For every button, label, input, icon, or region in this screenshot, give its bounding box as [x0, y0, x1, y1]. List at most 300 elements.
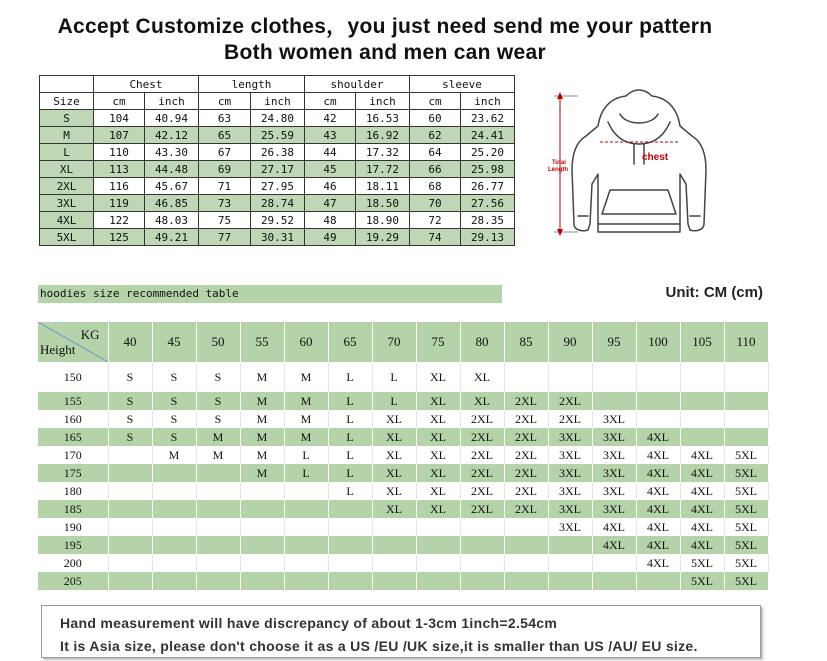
measure-cell: 42.12 — [145, 127, 199, 144]
size-recommendation-cell — [680, 362, 724, 392]
measure-cell: 27.95 — [251, 178, 305, 195]
measure-cell: 77 — [199, 229, 251, 246]
table-row — [40, 229, 515, 246]
table-row — [38, 482, 768, 500]
size-recommendation-cell: 3XL — [592, 482, 636, 500]
note-line-1: Hand measurement will have discrepancy of about 1-3cm 1inch=2.54cm — [60, 615, 558, 631]
size-recommendation-cell — [592, 362, 636, 392]
size-recommendation-cell — [328, 554, 372, 572]
size-recommendation-cell: XL — [416, 500, 460, 518]
measure-cell: 18.11 — [356, 178, 410, 195]
height-cell: 170 — [38, 446, 108, 464]
weight-header: 85 — [504, 322, 548, 362]
size-recommendation-cell — [548, 536, 592, 554]
size-recommendation-cell — [724, 410, 768, 428]
weight-header: 45 — [152, 322, 196, 362]
size-recommendation-cell — [592, 572, 636, 590]
size-recommendation-cell: 3XL — [592, 464, 636, 482]
size-recommendation-cell — [680, 392, 724, 410]
size-recommendation-cell — [504, 536, 548, 554]
recommend-table — [38, 322, 769, 590]
measure-cell: 69 — [199, 161, 251, 178]
table-row — [38, 554, 768, 572]
measure-cell: 25.59 — [251, 127, 305, 144]
size-recommendation-cell — [152, 572, 196, 590]
header-line-1: Accept Customize clothes，you just need send me your pattern — [57, 15, 713, 38]
measure-cell: 16.53 — [356, 110, 410, 127]
size-recommendation-cell — [504, 572, 548, 590]
measure-cell: 44.48 — [145, 161, 199, 178]
size-recommendation-cell — [724, 428, 768, 446]
weight-header: 105 — [680, 322, 724, 362]
weight-header: 75 — [416, 322, 460, 362]
size-recommendation-cell: 2XL — [504, 464, 548, 482]
size-recommendation-cell: S — [196, 410, 240, 428]
size-recommendation-cell — [108, 446, 152, 464]
size-recommendation-cell: 4XL — [680, 446, 724, 464]
size-recommendation-cell: 2XL — [504, 446, 548, 464]
table-row — [40, 127, 515, 144]
size-recommendation-cell — [240, 482, 284, 500]
size-recommendation-cell: 2XL — [548, 410, 592, 428]
height-cell: 185 — [38, 500, 108, 518]
measure-cell: 27.17 — [251, 161, 305, 178]
measure-cell: 110 — [94, 144, 145, 161]
measure-cell: 40.94 — [145, 110, 199, 127]
height-cell: 150 — [38, 362, 108, 392]
size-cell: 2XL — [40, 178, 94, 195]
size-recommendation-cell — [680, 428, 724, 446]
size-recommendation-cell — [460, 518, 504, 536]
measure-cell: 62 — [410, 127, 461, 144]
measure-cell: 19.29 — [356, 229, 410, 246]
measure-cell: 119 — [94, 195, 145, 212]
size-recommendation-cell: 3XL — [592, 428, 636, 446]
size-recommendation-cell: M — [284, 392, 328, 410]
size-cell: 3XL — [40, 195, 94, 212]
size-recommendation-cell: S — [108, 362, 152, 392]
size-recommendation-cell: XL — [460, 362, 504, 392]
measure-cell: 49.21 — [145, 229, 199, 246]
size-recommendation-cell: 2XL — [504, 500, 548, 518]
size-recommendation-cell: L — [328, 464, 372, 482]
size-recommendation-cell: 4XL — [636, 500, 680, 518]
height-cell: 155 — [38, 392, 108, 410]
size-recommendation-cell: 2XL — [460, 482, 504, 500]
weight-header: 60 — [284, 322, 328, 362]
size-recommendation-cell: 2XL — [504, 392, 548, 410]
size-recommendation-cell: 5XL — [680, 572, 724, 590]
size-recommendation-cell — [328, 572, 372, 590]
measure-cell: 48 — [305, 212, 356, 229]
group-header: shoulder — [305, 76, 410, 93]
size-recommendation-cell — [108, 554, 152, 572]
size-recommendation-cell: S — [196, 392, 240, 410]
size-recommendation-cell — [152, 518, 196, 536]
unit-cm: cm — [410, 93, 461, 110]
table-row — [40, 212, 515, 229]
size-recommendation-cell: 2XL — [460, 428, 504, 446]
measure-cell: 24.41 — [461, 127, 515, 144]
size-recommendation-cell: 3XL — [548, 500, 592, 518]
size-recommendation-cell: XL — [416, 464, 460, 482]
group-header: length — [199, 76, 305, 93]
size-recommendation-cell: L — [284, 464, 328, 482]
measure-cell: 65 — [199, 127, 251, 144]
size-cell: S — [40, 110, 94, 127]
size-recommendation-cell: XL — [416, 392, 460, 410]
table-row — [38, 428, 768, 446]
size-recommendation-cell — [284, 536, 328, 554]
size-recommendation-cell — [372, 536, 416, 554]
size-recommendation-cell: L — [328, 446, 372, 464]
size-recommendation-cell: XL — [416, 410, 460, 428]
measure-cell: 73 — [199, 195, 251, 212]
size-table — [39, 75, 515, 246]
size-recommendation-cell: S — [196, 362, 240, 392]
size-recommendation-cell: S — [152, 392, 196, 410]
measure-cell: 44 — [305, 144, 356, 161]
unit-inch: inch — [356, 93, 410, 110]
size-recommendation-cell — [680, 410, 724, 428]
size-recommendation-cell: 5XL — [724, 536, 768, 554]
size-recommendation-cell — [152, 500, 196, 518]
measure-cell: 125 — [94, 229, 145, 246]
group-header: sleeve — [410, 76, 515, 93]
unit-cm: cm — [305, 93, 356, 110]
size-recommendation-cell — [152, 482, 196, 500]
size-recommendation-cell — [196, 500, 240, 518]
measure-cell: 46.85 — [145, 195, 199, 212]
size-recommendation-cell: 4XL — [680, 518, 724, 536]
size-recommendation-cell: 4XL — [636, 428, 680, 446]
size-recommendation-cell: XL — [460, 392, 504, 410]
header-line-2: Both women and men can wear — [224, 41, 546, 64]
size-recommendation-cell: S — [108, 392, 152, 410]
total-length-label-2: Length — [548, 167, 568, 173]
size-recommendation-cell — [108, 536, 152, 554]
size-recommendation-cell: 4XL — [636, 464, 680, 482]
size-recommendation-cell — [284, 554, 328, 572]
size-recommendation-cell: 4XL — [636, 482, 680, 500]
unit-cm: cm — [94, 93, 145, 110]
unit-inch: inch — [461, 93, 515, 110]
size-recommendation-cell — [196, 536, 240, 554]
size-recommendation-cell: M — [196, 446, 240, 464]
size-recommendation-cell — [372, 518, 416, 536]
size-recommendation-cell: 5XL — [680, 554, 724, 572]
weight-header: 80 — [460, 322, 504, 362]
kg-height-header — [38, 322, 108, 362]
recommend-title: hoodies size recommended table — [38, 285, 502, 303]
size-recommendation-cell: L — [328, 392, 372, 410]
size-recommendation-cell: 2XL — [460, 500, 504, 518]
weight-header: 100 — [636, 322, 680, 362]
size-recommendation-cell — [592, 554, 636, 572]
measure-cell: 29.13 — [461, 229, 515, 246]
measure-cell: 107 — [94, 127, 145, 144]
size-recommendation-cell: 5XL — [724, 464, 768, 482]
table-row — [38, 572, 768, 590]
weight-header: 40 — [108, 322, 152, 362]
measure-cell: 113 — [94, 161, 145, 178]
size-recommendation-cell: M — [240, 410, 284, 428]
measure-cell: 71 — [199, 178, 251, 195]
height-cell: 200 — [38, 554, 108, 572]
size-recommendation-cell — [284, 482, 328, 500]
size-recommendation-cell — [416, 554, 460, 572]
weight-header: 65 — [328, 322, 372, 362]
size-recommendation-cell: L — [372, 392, 416, 410]
size-recommendation-cell — [284, 500, 328, 518]
kg-label: KG — [80, 327, 100, 342]
table-row — [40, 110, 515, 127]
unit-cm: cm — [199, 93, 251, 110]
size-recommendation-cell: M — [240, 362, 284, 392]
table-row — [40, 195, 515, 212]
size-recommendation-cell: 4XL — [680, 500, 724, 518]
size-recommendation-cell — [108, 572, 152, 590]
size-recommendation-cell — [548, 362, 592, 392]
measure-cell: 63 — [199, 110, 251, 127]
size-recommendation-cell: XL — [372, 410, 416, 428]
hoodie-icon — [572, 90, 706, 232]
measure-cell: 17.72 — [356, 161, 410, 178]
unit-label: Unit: CM (cm) — [665, 284, 763, 301]
size-recommendation-cell — [108, 464, 152, 482]
size-recommendation-cell: 4XL — [636, 518, 680, 536]
size-recommendation-cell: XL — [416, 446, 460, 464]
size-recommendation-cell: 3XL — [592, 446, 636, 464]
size-recommendation-cell: 4XL — [592, 536, 636, 554]
size-recommendation-cell — [196, 554, 240, 572]
table-row — [38, 518, 768, 536]
table-row — [38, 362, 768, 392]
height-cell: 195 — [38, 536, 108, 554]
size-header-blank — [40, 76, 94, 93]
size-recommendation-cell — [196, 464, 240, 482]
height-cell: 160 — [38, 410, 108, 428]
height-cell: 165 — [38, 428, 108, 446]
weight-header: 95 — [592, 322, 636, 362]
size-recommendation-cell: 2XL — [460, 410, 504, 428]
weight-header: 50 — [196, 322, 240, 362]
measure-cell: 122 — [94, 212, 145, 229]
size-recommendation-cell — [416, 572, 460, 590]
measure-cell: 116 — [94, 178, 145, 195]
measure-cell: 24.80 — [251, 110, 305, 127]
size-recommendation-cell: M — [284, 428, 328, 446]
measure-cell: 60 — [410, 110, 461, 127]
measure-cell: 43 — [305, 127, 356, 144]
chest-label: chest — [642, 152, 669, 163]
size-recommendation-cell: L — [328, 410, 372, 428]
table-row — [38, 536, 768, 554]
size-recommendation-cell — [460, 572, 504, 590]
size-recommendation-cell — [284, 572, 328, 590]
measure-cell: 23.62 — [461, 110, 515, 127]
weight-header: 70 — [372, 322, 416, 362]
table-row — [38, 410, 768, 428]
note-line-2: It is Asia size, please don't choose it as a US /EU /UK size,it is smaller than US /AU/ EU size. — [60, 638, 698, 654]
measure-cell: 25.20 — [461, 144, 515, 161]
weight-header: 55 — [240, 322, 284, 362]
size-cell: 4XL — [40, 212, 94, 229]
table-row — [38, 500, 768, 518]
size-cell: M — [40, 127, 94, 144]
size-recommendation-cell: 3XL — [592, 410, 636, 428]
size-recommendation-cell: 3XL — [548, 446, 592, 464]
size-recommendation-cell — [504, 554, 548, 572]
size-recommendation-cell — [636, 572, 680, 590]
size-recommendation-cell: S — [108, 410, 152, 428]
measure-cell: 16.92 — [356, 127, 410, 144]
measure-cell: 26.77 — [461, 178, 515, 195]
size-cell: XL — [40, 161, 94, 178]
measure-cell: 64 — [410, 144, 461, 161]
measure-cell: 29.52 — [251, 212, 305, 229]
size-recommendation-cell: 2XL — [460, 464, 504, 482]
table-row — [40, 144, 515, 161]
measure-cell: 46 — [305, 178, 356, 195]
size-recommendation-cell — [108, 482, 152, 500]
size-recommendation-cell — [240, 572, 284, 590]
measure-cell: 74 — [410, 229, 461, 246]
size-recommendation-cell — [460, 554, 504, 572]
size-recommendation-cell — [152, 554, 196, 572]
table-row — [38, 446, 768, 464]
measure-cell: 45.67 — [145, 178, 199, 195]
size-recommendation-cell: 3XL — [548, 428, 592, 446]
measure-cell: 28.35 — [461, 212, 515, 229]
height-cell: 175 — [38, 464, 108, 482]
measure-cell: 42 — [305, 110, 356, 127]
size-recommendation-cell — [240, 554, 284, 572]
measure-cell: 49 — [305, 229, 356, 246]
height-cell: 205 — [38, 572, 108, 590]
size-recommendation-cell: 3XL — [548, 464, 592, 482]
size-recommendation-cell — [284, 518, 328, 536]
size-recommendation-cell: 5XL — [724, 554, 768, 572]
size-recommendation-cell: M — [284, 410, 328, 428]
size-recommendation-cell: 5XL — [724, 572, 768, 590]
size-recommendation-cell: 2XL — [504, 410, 548, 428]
size-recommendation-cell: S — [152, 410, 196, 428]
weight-header: 110 — [724, 322, 768, 362]
height-cell: 180 — [38, 482, 108, 500]
header — [0, 14, 770, 66]
size-recommendation-cell: 4XL — [636, 446, 680, 464]
size-recommendation-cell: 3XL — [548, 518, 592, 536]
measure-cell: 25.98 — [461, 161, 515, 178]
note-box — [41, 605, 761, 658]
size-recommendation-cell: XL — [416, 428, 460, 446]
height-cell: 190 — [38, 518, 108, 536]
measure-cell: 28.74 — [251, 195, 305, 212]
size-recommendation-cell: 2XL — [504, 428, 548, 446]
size-recommendation-cell — [372, 554, 416, 572]
size-cell: 5XL — [40, 229, 94, 246]
size-recommendation-cell: L — [328, 428, 372, 446]
measure-cell: 104 — [94, 110, 145, 127]
size-recommendation-cell — [724, 362, 768, 392]
size-recommendation-cell: 4XL — [680, 464, 724, 482]
size-recommendation-cell: M — [196, 428, 240, 446]
size-recommendation-cell — [504, 362, 548, 392]
table-row — [38, 392, 768, 410]
size-recommendation-cell — [460, 536, 504, 554]
size-recommendation-cell: 4XL — [636, 554, 680, 572]
measure-cell: 48.03 — [145, 212, 199, 229]
size-recommendation-cell: XL — [416, 482, 460, 500]
size-recommendation-cell — [636, 392, 680, 410]
measure-cell: 72 — [410, 212, 461, 229]
height-label: Height — [40, 342, 76, 357]
size-recommendation-cell: M — [284, 362, 328, 392]
measure-cell: 17.32 — [356, 144, 410, 161]
measure-cell: 18.50 — [356, 195, 410, 212]
size-recommendation-cell — [108, 518, 152, 536]
size-recommendation-cell: S — [152, 428, 196, 446]
size-recommendation-cell — [196, 482, 240, 500]
size-recommendation-cell — [548, 554, 592, 572]
table-row — [40, 178, 515, 195]
measure-cell: 27.56 — [461, 195, 515, 212]
size-recommendation-cell: L — [328, 362, 372, 392]
size-recommendation-cell — [152, 464, 196, 482]
size-recommendation-cell — [240, 500, 284, 518]
size-recommendation-cell — [240, 518, 284, 536]
size-recommendation-cell — [372, 572, 416, 590]
measure-cell: 66 — [410, 161, 461, 178]
group-header: Chest — [94, 76, 199, 93]
size-recommendation-cell: M — [240, 446, 284, 464]
size-recommendation-cell — [416, 518, 460, 536]
size-recommendation-cell: 4XL — [636, 536, 680, 554]
size-recommendation-cell: 2XL — [504, 482, 548, 500]
size-recommendation-cell — [416, 536, 460, 554]
measure-cell: 47 — [305, 195, 356, 212]
size-label: Size — [40, 93, 94, 110]
size-recommendation-cell — [328, 536, 372, 554]
size-recommendation-cell — [108, 500, 152, 518]
size-recommendation-cell: 4XL — [592, 518, 636, 536]
size-recommendation-cell: L — [328, 482, 372, 500]
measure-cell: 26.38 — [251, 144, 305, 161]
size-recommendation-cell — [504, 518, 548, 536]
size-recommendation-cell: 2XL — [548, 392, 592, 410]
size-recommendation-cell: 5XL — [724, 482, 768, 500]
size-recommendation-cell: 5XL — [724, 500, 768, 518]
size-recommendation-cell: 5XL — [724, 518, 768, 536]
size-recommendation-cell: 4XL — [680, 482, 724, 500]
measure-cell: 70 — [410, 195, 461, 212]
weight-header: 90 — [548, 322, 592, 362]
size-recommendation-cell: 4XL — [680, 536, 724, 554]
size-recommendation-cell: M — [240, 428, 284, 446]
hoodie-diagram — [538, 74, 738, 244]
size-recommendation-cell: L — [372, 362, 416, 392]
size-recommendation-cell — [636, 362, 680, 392]
size-recommendation-cell: XL — [372, 428, 416, 446]
table-row — [40, 161, 515, 178]
size-recommendation-cell — [328, 518, 372, 536]
size-recommendation-cell — [240, 536, 284, 554]
unit-inch: inch — [251, 93, 305, 110]
measure-cell: 68 — [410, 178, 461, 195]
size-recommendation-cell: 3XL — [592, 500, 636, 518]
size-recommendation-cell: 5XL — [724, 446, 768, 464]
